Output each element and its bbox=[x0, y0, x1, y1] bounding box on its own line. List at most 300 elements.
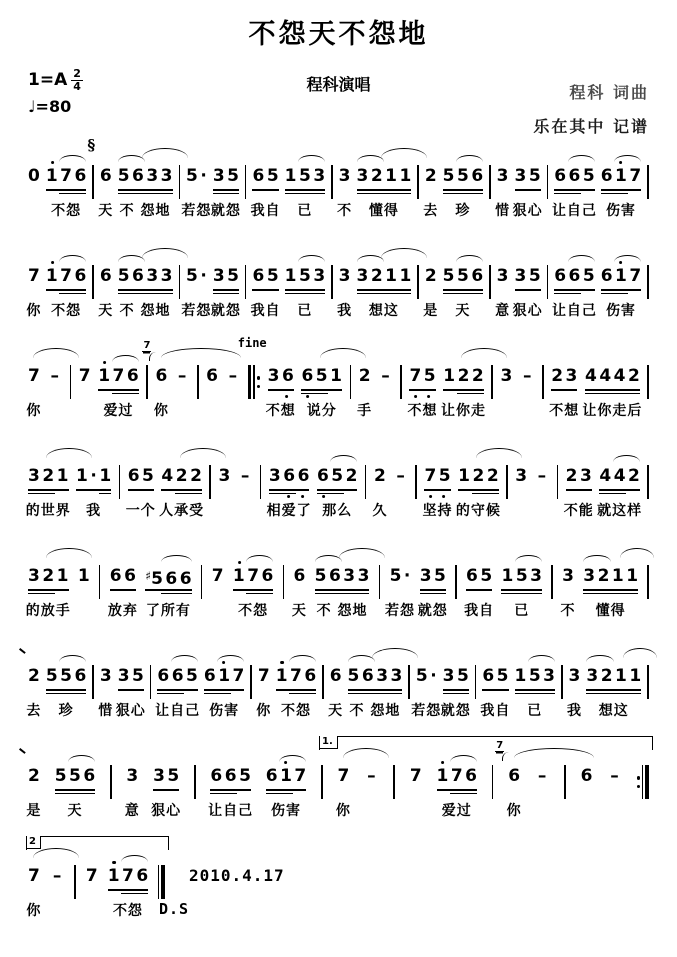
note-digits: 6 bbox=[99, 266, 115, 286]
note-group bbox=[211, 548, 227, 627]
lyric: 想这 bbox=[368, 303, 399, 319]
lyric: 人承受 bbox=[159, 503, 205, 519]
note-group bbox=[372, 448, 389, 527]
beam-line-2 bbox=[46, 693, 73, 695]
slur-arc bbox=[348, 655, 375, 662]
beam-line-2 bbox=[157, 693, 184, 695]
lyric: 天 bbox=[291, 603, 307, 619]
beam-line bbox=[301, 389, 342, 391]
barline bbox=[408, 648, 410, 727]
barline bbox=[201, 548, 203, 627]
lyric: 不 怨地 bbox=[349, 703, 401, 719]
slur-arc bbox=[614, 255, 641, 262]
note-digits: 6 bbox=[155, 366, 170, 386]
lyric: 让自己 bbox=[155, 703, 201, 719]
beam-line bbox=[157, 689, 198, 691]
barline bbox=[322, 648, 324, 727]
note-group bbox=[586, 648, 644, 727]
note-group bbox=[285, 148, 326, 227]
beam-line bbox=[554, 289, 595, 291]
slur-arc bbox=[279, 755, 306, 762]
note-group bbox=[563, 448, 595, 527]
note-group bbox=[500, 348, 515, 427]
lyric: 相爱了 bbox=[266, 503, 312, 519]
note-digits: 2 bbox=[358, 366, 374, 386]
note-digits: 7 bbox=[28, 866, 43, 886]
beam-line-2 bbox=[420, 593, 446, 595]
note-digits: 122 bbox=[443, 366, 487, 386]
beam-line bbox=[252, 289, 278, 291]
note-group bbox=[233, 548, 274, 627]
slur-arc bbox=[583, 555, 610, 562]
beam-line-2 bbox=[246, 593, 273, 595]
note-digits: 3211 bbox=[583, 566, 641, 586]
beam-line bbox=[28, 589, 69, 591]
octave-dot-low bbox=[414, 395, 417, 398]
note-digits: 665 bbox=[554, 166, 598, 186]
slur-arc bbox=[118, 155, 145, 162]
beam-line-2 bbox=[599, 493, 626, 495]
note-digits: 7 bbox=[337, 766, 352, 786]
note-digits: 35 bbox=[514, 266, 544, 286]
slur-arc bbox=[450, 755, 477, 762]
beam-line-2 bbox=[269, 493, 296, 495]
composer-credit: 程科 词曲 bbox=[569, 83, 649, 102]
note-group bbox=[125, 448, 157, 527]
beam-line-2 bbox=[585, 393, 640, 395]
octave-dot-low bbox=[301, 495, 304, 498]
note-group bbox=[85, 848, 101, 927]
note-digits: 65 bbox=[127, 466, 157, 486]
lyric: 去 bbox=[423, 203, 439, 219]
tie-end-mark bbox=[19, 648, 25, 654]
barline bbox=[379, 548, 381, 627]
lyric: 爱过 bbox=[441, 803, 472, 819]
beam-line-2 bbox=[112, 393, 139, 395]
beam-line-2 bbox=[213, 193, 239, 195]
octave-dot-low bbox=[287, 495, 290, 498]
duration-dash: – bbox=[396, 466, 405, 486]
note-group bbox=[206, 348, 221, 427]
beam-line bbox=[458, 489, 499, 491]
barline bbox=[92, 248, 94, 327]
score-line bbox=[26, 336, 649, 427]
lyric: 不 怨地 bbox=[119, 203, 171, 219]
lyric: 就怨 bbox=[440, 703, 471, 719]
note-digits: 3 bbox=[218, 466, 233, 486]
note-digits: 5633 bbox=[347, 666, 405, 686]
lyric: 去 bbox=[26, 703, 42, 719]
note-group bbox=[124, 748, 141, 827]
note-group bbox=[480, 648, 512, 727]
lyric: 让你走 bbox=[440, 403, 486, 419]
note-digits: 665 bbox=[157, 666, 201, 686]
beam-line bbox=[46, 689, 87, 691]
slur-arc bbox=[357, 255, 384, 262]
lyric: 你 bbox=[26, 403, 42, 419]
beam-line bbox=[317, 489, 358, 491]
note-digits: 617 bbox=[600, 166, 644, 186]
beam-line-2 bbox=[55, 793, 82, 795]
note-digits: 176 bbox=[45, 166, 89, 186]
slur-arc bbox=[217, 655, 244, 662]
note-group bbox=[583, 548, 641, 627]
barline bbox=[542, 348, 544, 427]
note-digits: 7 bbox=[85, 866, 101, 886]
beam-line bbox=[98, 389, 139, 391]
beam-line-2 bbox=[28, 593, 55, 595]
lyric: 我 bbox=[566, 703, 582, 719]
barline bbox=[647, 548, 649, 627]
slur-arc bbox=[171, 655, 198, 662]
dal-segno-label: D.S bbox=[158, 900, 190, 918]
note-digits: 1·1 bbox=[76, 466, 114, 486]
note-digits: 176 bbox=[45, 266, 89, 286]
note-group bbox=[581, 748, 593, 827]
note-digits: 7 bbox=[257, 666, 273, 686]
beam-line bbox=[269, 489, 310, 491]
note-digits: 3 bbox=[126, 766, 141, 786]
slur-arc bbox=[456, 255, 483, 262]
barline bbox=[506, 448, 508, 527]
barline bbox=[647, 348, 649, 427]
note-digits: 35 bbox=[117, 666, 147, 686]
beam-line-2 bbox=[472, 493, 499, 495]
note-digits: 617 bbox=[203, 666, 247, 686]
slur-arc bbox=[528, 655, 555, 662]
slur-arc bbox=[330, 455, 357, 462]
slur-arc bbox=[59, 155, 86, 162]
note-group bbox=[496, 740, 523, 827]
beam-line bbox=[210, 789, 251, 791]
grace-note: 7 bbox=[496, 740, 504, 751]
volta-label: 1. bbox=[320, 736, 338, 749]
note-digits: 35 bbox=[442, 666, 472, 686]
barline bbox=[87, 136, 96, 227]
beam-line-2 bbox=[542, 693, 556, 695]
note-group bbox=[26, 248, 43, 327]
beam-line-2 bbox=[348, 693, 403, 695]
tie-arc bbox=[381, 148, 427, 158]
duration-dash: – bbox=[52, 866, 62, 886]
barline bbox=[283, 548, 285, 627]
tie-arc bbox=[142, 148, 188, 158]
beam-line bbox=[76, 489, 111, 491]
note-digits: 176 bbox=[275, 666, 319, 686]
note-group bbox=[26, 648, 43, 727]
note-digits: 35 bbox=[419, 566, 449, 586]
slur-arc bbox=[59, 255, 86, 262]
beam-line-2 bbox=[301, 393, 328, 395]
score-line bbox=[28, 136, 649, 227]
note-group bbox=[98, 648, 115, 727]
lyric: 若怨 bbox=[384, 603, 415, 619]
note-group bbox=[26, 748, 43, 827]
barline bbox=[179, 148, 181, 227]
lyric: 天 bbox=[98, 203, 114, 219]
lyric: 手 bbox=[357, 403, 373, 419]
lyric: 爱过 bbox=[103, 403, 134, 419]
note-group bbox=[551, 248, 598, 327]
barline bbox=[417, 248, 419, 327]
beam-line-2 bbox=[601, 293, 628, 295]
note-group bbox=[46, 248, 87, 327]
note-digits: 35 bbox=[212, 266, 242, 286]
note-group bbox=[78, 348, 94, 427]
beam-line bbox=[285, 189, 326, 191]
beam-line-2 bbox=[121, 893, 148, 895]
lyric: 已 bbox=[297, 203, 313, 219]
barline bbox=[455, 548, 457, 627]
slur-arc bbox=[161, 555, 192, 562]
beam-line bbox=[46, 289, 87, 291]
beam-line bbox=[466, 589, 492, 591]
beam-line bbox=[357, 289, 412, 291]
note-digits: 3211 bbox=[586, 666, 644, 686]
beam-line bbox=[46, 189, 87, 191]
lyric: 已 bbox=[527, 703, 543, 719]
note-group bbox=[265, 348, 297, 427]
barline bbox=[551, 548, 553, 627]
beam-line-2 bbox=[161, 593, 192, 595]
note-group bbox=[339, 248, 351, 327]
note-digits: 65 bbox=[252, 166, 282, 186]
lyric: 我自 bbox=[250, 203, 281, 219]
note-group bbox=[55, 748, 96, 827]
note-digits: 6 bbox=[99, 166, 115, 186]
note-group bbox=[145, 548, 195, 627]
note-group bbox=[210, 248, 242, 327]
note-group bbox=[98, 348, 142, 427]
beam-line bbox=[315, 589, 370, 591]
note-digits: 5633 bbox=[314, 566, 372, 586]
slur-arc bbox=[357, 155, 384, 162]
note-group bbox=[208, 748, 254, 827]
note-group bbox=[455, 448, 502, 527]
note-digits: 3 bbox=[338, 266, 353, 286]
beam-line bbox=[443, 389, 484, 391]
lyric: 不想 bbox=[407, 403, 438, 419]
duration-dash: – bbox=[177, 366, 187, 386]
note-group bbox=[551, 148, 598, 227]
lyric: 让你走后 bbox=[582, 403, 643, 419]
duration-dash: – bbox=[537, 766, 547, 786]
note-group bbox=[495, 248, 512, 327]
beam-line-2 bbox=[28, 493, 55, 495]
note-group bbox=[357, 148, 412, 227]
slur-arc bbox=[568, 155, 595, 162]
barline bbox=[331, 248, 333, 327]
note-digits: 556 bbox=[442, 166, 486, 186]
octave-dot-low bbox=[322, 495, 325, 498]
beam-line bbox=[443, 189, 484, 191]
note-group bbox=[301, 348, 345, 427]
beam-line bbox=[233, 589, 274, 591]
lyric: 若怨 bbox=[181, 203, 212, 219]
note-digits: 3 bbox=[496, 266, 512, 286]
beam-line bbox=[566, 489, 592, 491]
note-group bbox=[26, 348, 43, 427]
note-digits: 3 bbox=[562, 566, 577, 586]
lyric: 天 bbox=[98, 303, 114, 319]
lyric: 我自 bbox=[464, 603, 495, 619]
slur-arc bbox=[586, 655, 613, 662]
beam-line-2 bbox=[82, 793, 96, 795]
duration-dash: – bbox=[50, 366, 59, 386]
slur-arc bbox=[121, 855, 148, 862]
beam-line bbox=[551, 389, 577, 391]
barline bbox=[564, 748, 566, 827]
lyric: 我自 bbox=[250, 303, 281, 319]
note-digits: 65 bbox=[466, 566, 495, 586]
note-group bbox=[256, 648, 273, 727]
lyric: 不能 bbox=[563, 503, 594, 519]
lyric: 说分 bbox=[306, 403, 337, 419]
note-digits: 652 bbox=[316, 466, 360, 486]
lyric: 惜 bbox=[98, 703, 114, 719]
barline bbox=[415, 448, 417, 527]
slur-arc bbox=[315, 555, 342, 562]
note-digits: 3 bbox=[99, 666, 115, 686]
duration-dash: – bbox=[240, 466, 250, 486]
note-digits: 65 bbox=[482, 666, 512, 686]
grace-slur bbox=[149, 352, 157, 361]
beam-line bbox=[515, 289, 541, 291]
note-digits: 75 bbox=[409, 366, 439, 386]
lyric: 我 bbox=[86, 503, 102, 519]
barline bbox=[489, 248, 491, 327]
note-digits: 3211 bbox=[356, 166, 414, 186]
note-group bbox=[181, 148, 212, 227]
duration-dash: – bbox=[228, 366, 238, 386]
time-signature bbox=[71, 68, 83, 92]
note-digits: 321 bbox=[28, 466, 71, 486]
lyric: 久 bbox=[372, 503, 388, 519]
beam-line-2 bbox=[204, 693, 231, 695]
lyric: 天 bbox=[455, 303, 471, 319]
beam-line-2 bbox=[289, 693, 316, 695]
lyric: 天 bbox=[328, 703, 344, 719]
note-digits: 3 bbox=[338, 166, 353, 186]
note-group bbox=[266, 748, 307, 827]
note-digits: 5· bbox=[415, 666, 440, 686]
transcriber-credit: 乐在其中 记谱 bbox=[533, 117, 649, 136]
duration-dash: – bbox=[381, 366, 390, 386]
beam-line-2 bbox=[285, 193, 312, 195]
slur-arc bbox=[68, 755, 95, 762]
beam-line-2 bbox=[443, 293, 470, 295]
slur-arc bbox=[568, 255, 595, 262]
note-group bbox=[464, 548, 495, 627]
slur-arc bbox=[246, 555, 273, 562]
note-group bbox=[98, 248, 115, 327]
note-digits: 65 bbox=[252, 266, 282, 286]
beam-line-2 bbox=[601, 193, 628, 195]
lyric: 伤害 bbox=[605, 303, 636, 319]
score-line bbox=[28, 648, 649, 727]
note-digits: 1 bbox=[77, 566, 93, 586]
volta-bracket bbox=[26, 836, 169, 850]
note-digits: 366 bbox=[268, 466, 312, 486]
beam-line-2 bbox=[312, 193, 326, 195]
note-group bbox=[266, 448, 312, 527]
note-group bbox=[46, 648, 87, 727]
beam-line bbox=[586, 689, 641, 691]
time-numerator: 2 bbox=[73, 67, 81, 80]
beam-line bbox=[161, 489, 202, 491]
lyric: 已 bbox=[514, 603, 530, 619]
note-digits: 2 bbox=[28, 666, 43, 686]
lyric: 我 bbox=[337, 303, 353, 319]
beam-line bbox=[601, 189, 642, 191]
beam-line-2 bbox=[266, 793, 293, 795]
lyric: 想这 bbox=[598, 703, 629, 719]
note-digits: 176 bbox=[436, 766, 480, 786]
note-group bbox=[549, 348, 580, 427]
note-group bbox=[495, 148, 512, 227]
beam-line-2 bbox=[470, 293, 484, 295]
note-digits: 442 bbox=[599, 466, 643, 486]
barline bbox=[197, 348, 199, 427]
barline bbox=[92, 648, 94, 727]
duration-dash: – bbox=[367, 766, 376, 786]
note-group bbox=[115, 648, 147, 727]
beam-line bbox=[515, 189, 541, 191]
barline bbox=[119, 448, 121, 527]
lyric: 不 bbox=[560, 603, 576, 619]
barline bbox=[179, 248, 181, 327]
note-group bbox=[315, 548, 370, 627]
beam-line bbox=[268, 389, 294, 391]
lyric: 懂得 bbox=[368, 203, 399, 219]
lyric: 坚持 bbox=[422, 503, 453, 519]
barline bbox=[209, 448, 211, 527]
barline bbox=[393, 748, 395, 827]
repeat-end-bar bbox=[637, 748, 649, 827]
note-digits: 665 bbox=[554, 266, 598, 286]
note-digits: 0 bbox=[28, 166, 43, 186]
lyric: 就怨 bbox=[210, 303, 241, 319]
lyric: 放弃 bbox=[107, 603, 138, 619]
barline bbox=[146, 348, 148, 427]
octave-dot-low bbox=[306, 395, 309, 398]
beam-line-2 bbox=[59, 193, 86, 195]
beam-line bbox=[357, 189, 412, 191]
beam-line-2 bbox=[443, 693, 469, 695]
score-line bbox=[25, 448, 649, 527]
slur-arc bbox=[456, 155, 483, 162]
beam-line bbox=[585, 389, 640, 391]
beam-line-2 bbox=[285, 293, 312, 295]
beam-line bbox=[409, 389, 435, 391]
beam-line bbox=[443, 689, 469, 691]
note-digits: 5· bbox=[389, 566, 413, 586]
barline bbox=[547, 248, 549, 327]
note-group bbox=[77, 548, 93, 627]
beam-line bbox=[515, 689, 556, 691]
beam-line-2 bbox=[470, 193, 484, 195]
lyric: 不 怨地 bbox=[119, 303, 171, 319]
barline bbox=[99, 548, 101, 627]
note-group bbox=[250, 248, 282, 327]
note-group bbox=[335, 748, 352, 827]
lyric: 让自己 bbox=[551, 303, 597, 319]
slur-arc bbox=[298, 255, 325, 262]
time-denominator: 4 bbox=[73, 79, 81, 93]
note-digits: 2 bbox=[28, 766, 43, 786]
barline bbox=[331, 148, 333, 227]
lyric: 的世界 bbox=[25, 503, 71, 519]
